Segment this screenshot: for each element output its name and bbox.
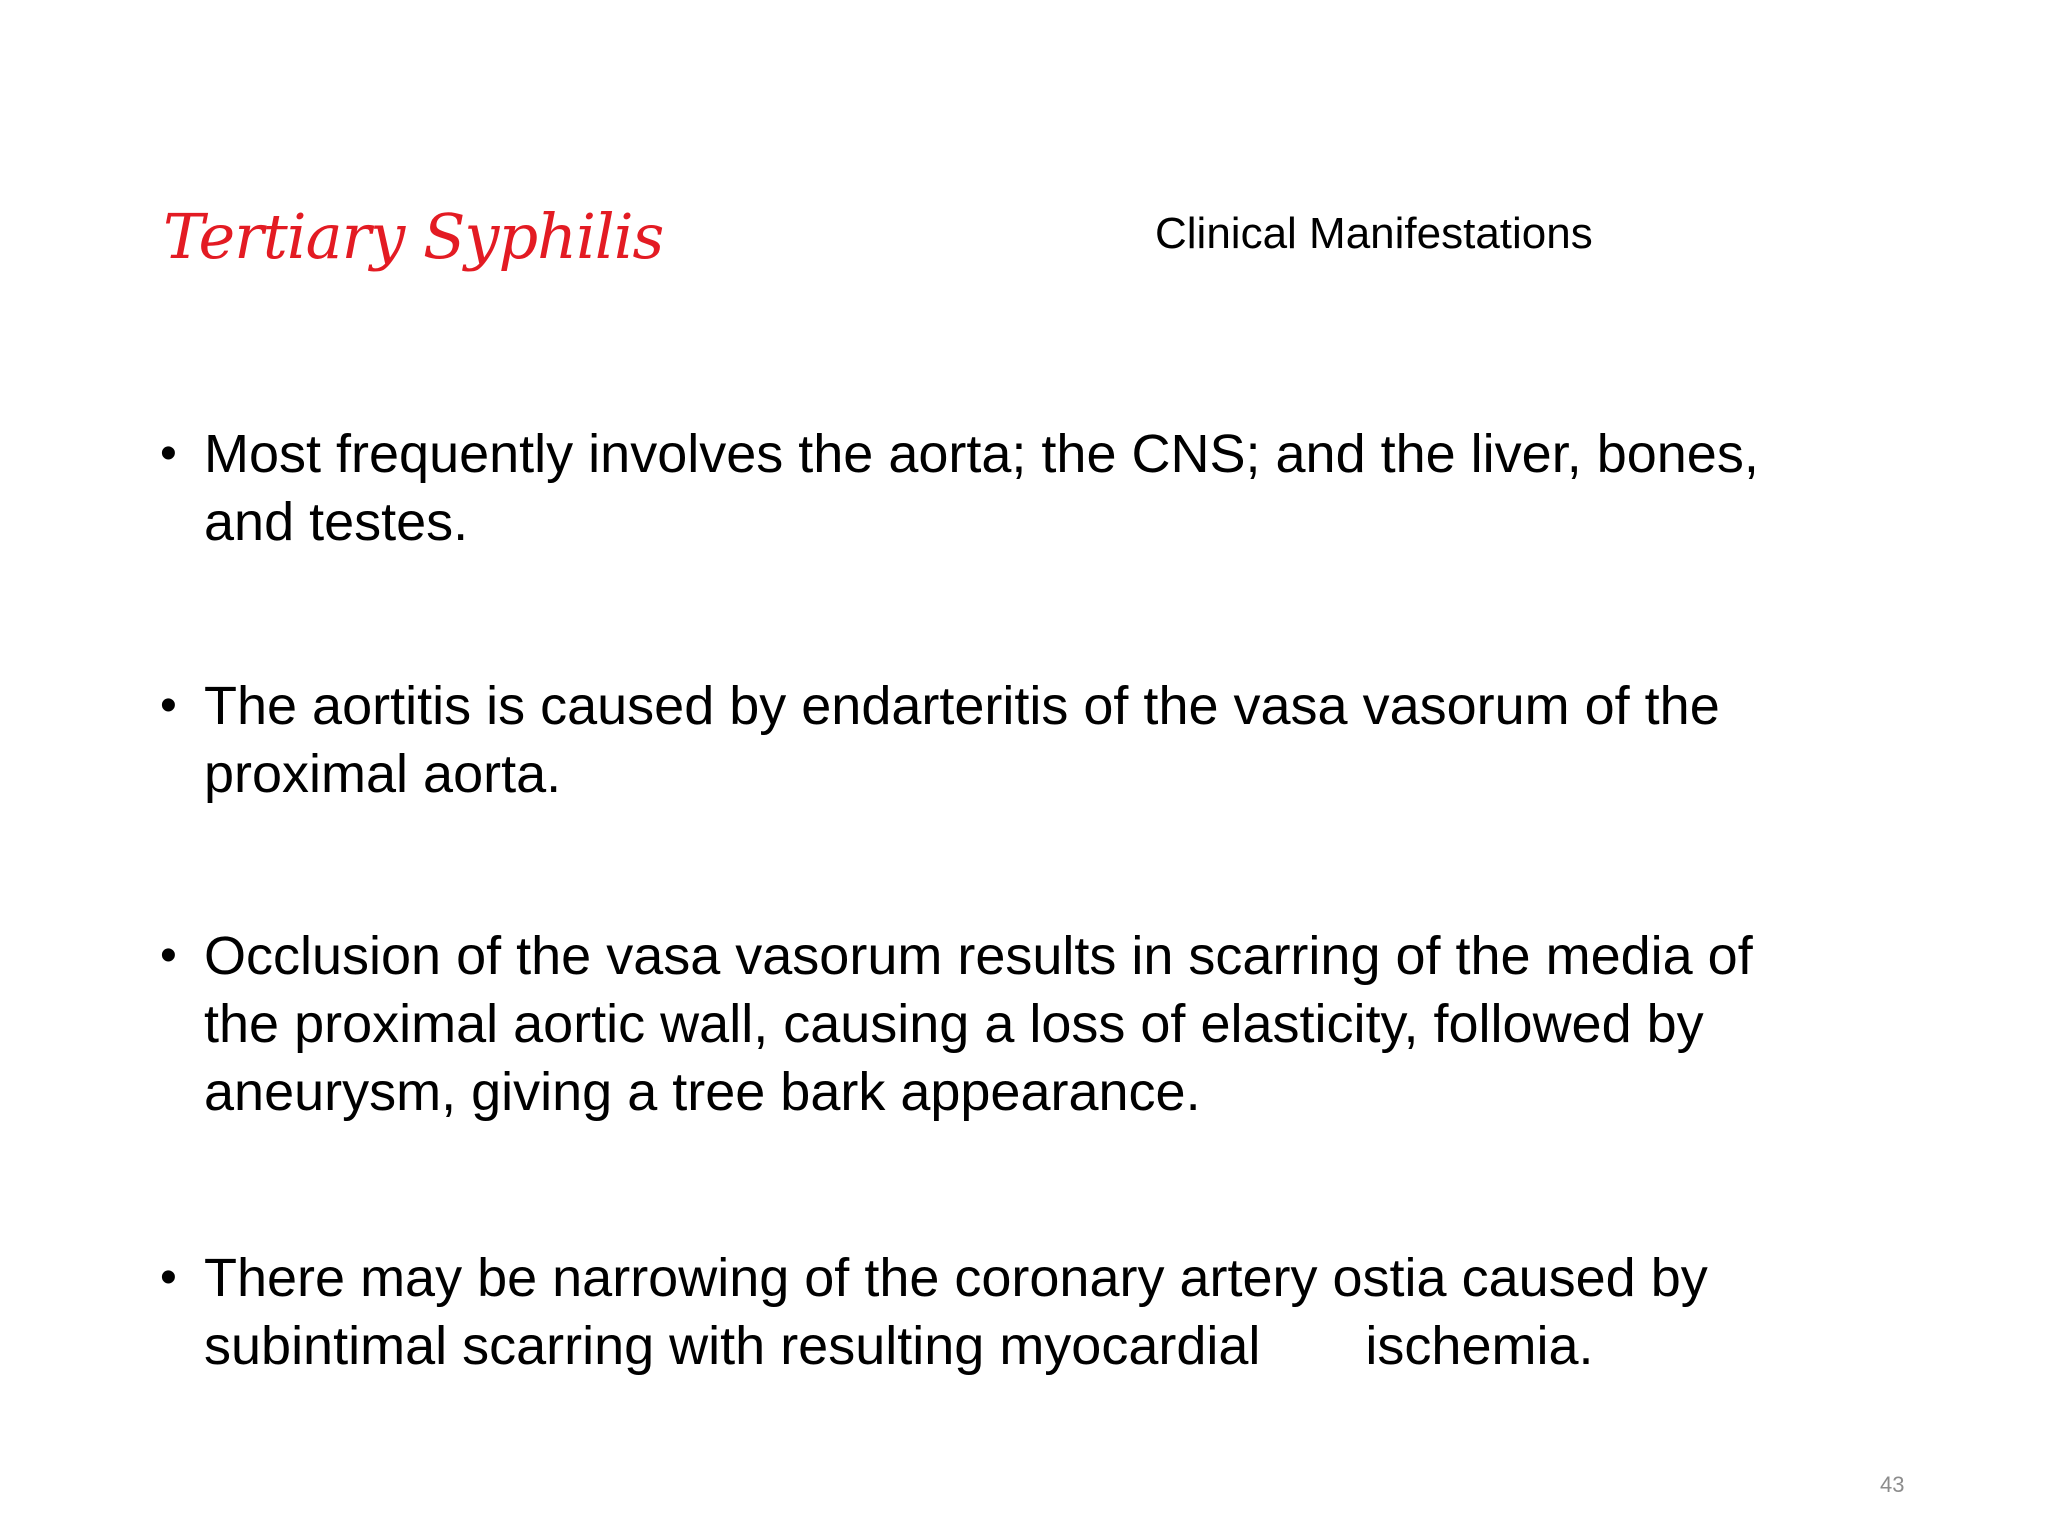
- bullet-line: subintimal scarring with resulting myocardial ischemia.: [204, 1316, 1594, 1376]
- bullet-item: [160, 672, 1920, 808]
- bullet-item: [160, 922, 1920, 1126]
- bullet-marker: •: [160, 1251, 177, 1304]
- bullet-item: [160, 420, 1920, 556]
- bullet-item: [160, 1244, 1920, 1380]
- bullet-text: [204, 922, 1753, 1126]
- bullet-line: the proximal aortic wall, causing a loss of elasticity, followed by: [204, 994, 1704, 1054]
- bullet-marker: •: [160, 679, 177, 732]
- bullet-line: The aortitis is caused by endarteritis of the vasa vasorum of the: [204, 676, 1720, 736]
- page-number: 43: [1880, 1472, 1905, 1497]
- bullet-marker: •: [160, 427, 177, 480]
- bullet-line: and testes.: [204, 492, 469, 552]
- bullet-text: [204, 420, 1759, 556]
- bullet-line: There may be narrowing of the coronary artery ostia caused by: [204, 1248, 1708, 1308]
- bullet-line: proximal aorta.: [204, 744, 562, 804]
- bullet-text: [204, 1244, 1708, 1380]
- bullet-text: [204, 672, 1720, 808]
- bullet-line: aneurysm, giving a tree bark appearance.: [204, 1062, 1201, 1122]
- bullet-line: Most frequently involves the aorta; the CNS; and the liver, bones,: [204, 424, 1759, 484]
- slide-title: Tertiary Syphilis: [163, 200, 664, 273]
- slide-subtitle: Clinical Manifestations: [1155, 209, 1593, 258]
- bullet-marker: •: [160, 929, 177, 982]
- bullet-line: Occlusion of the vasa vasorum results in scarring of the media of: [204, 926, 1753, 986]
